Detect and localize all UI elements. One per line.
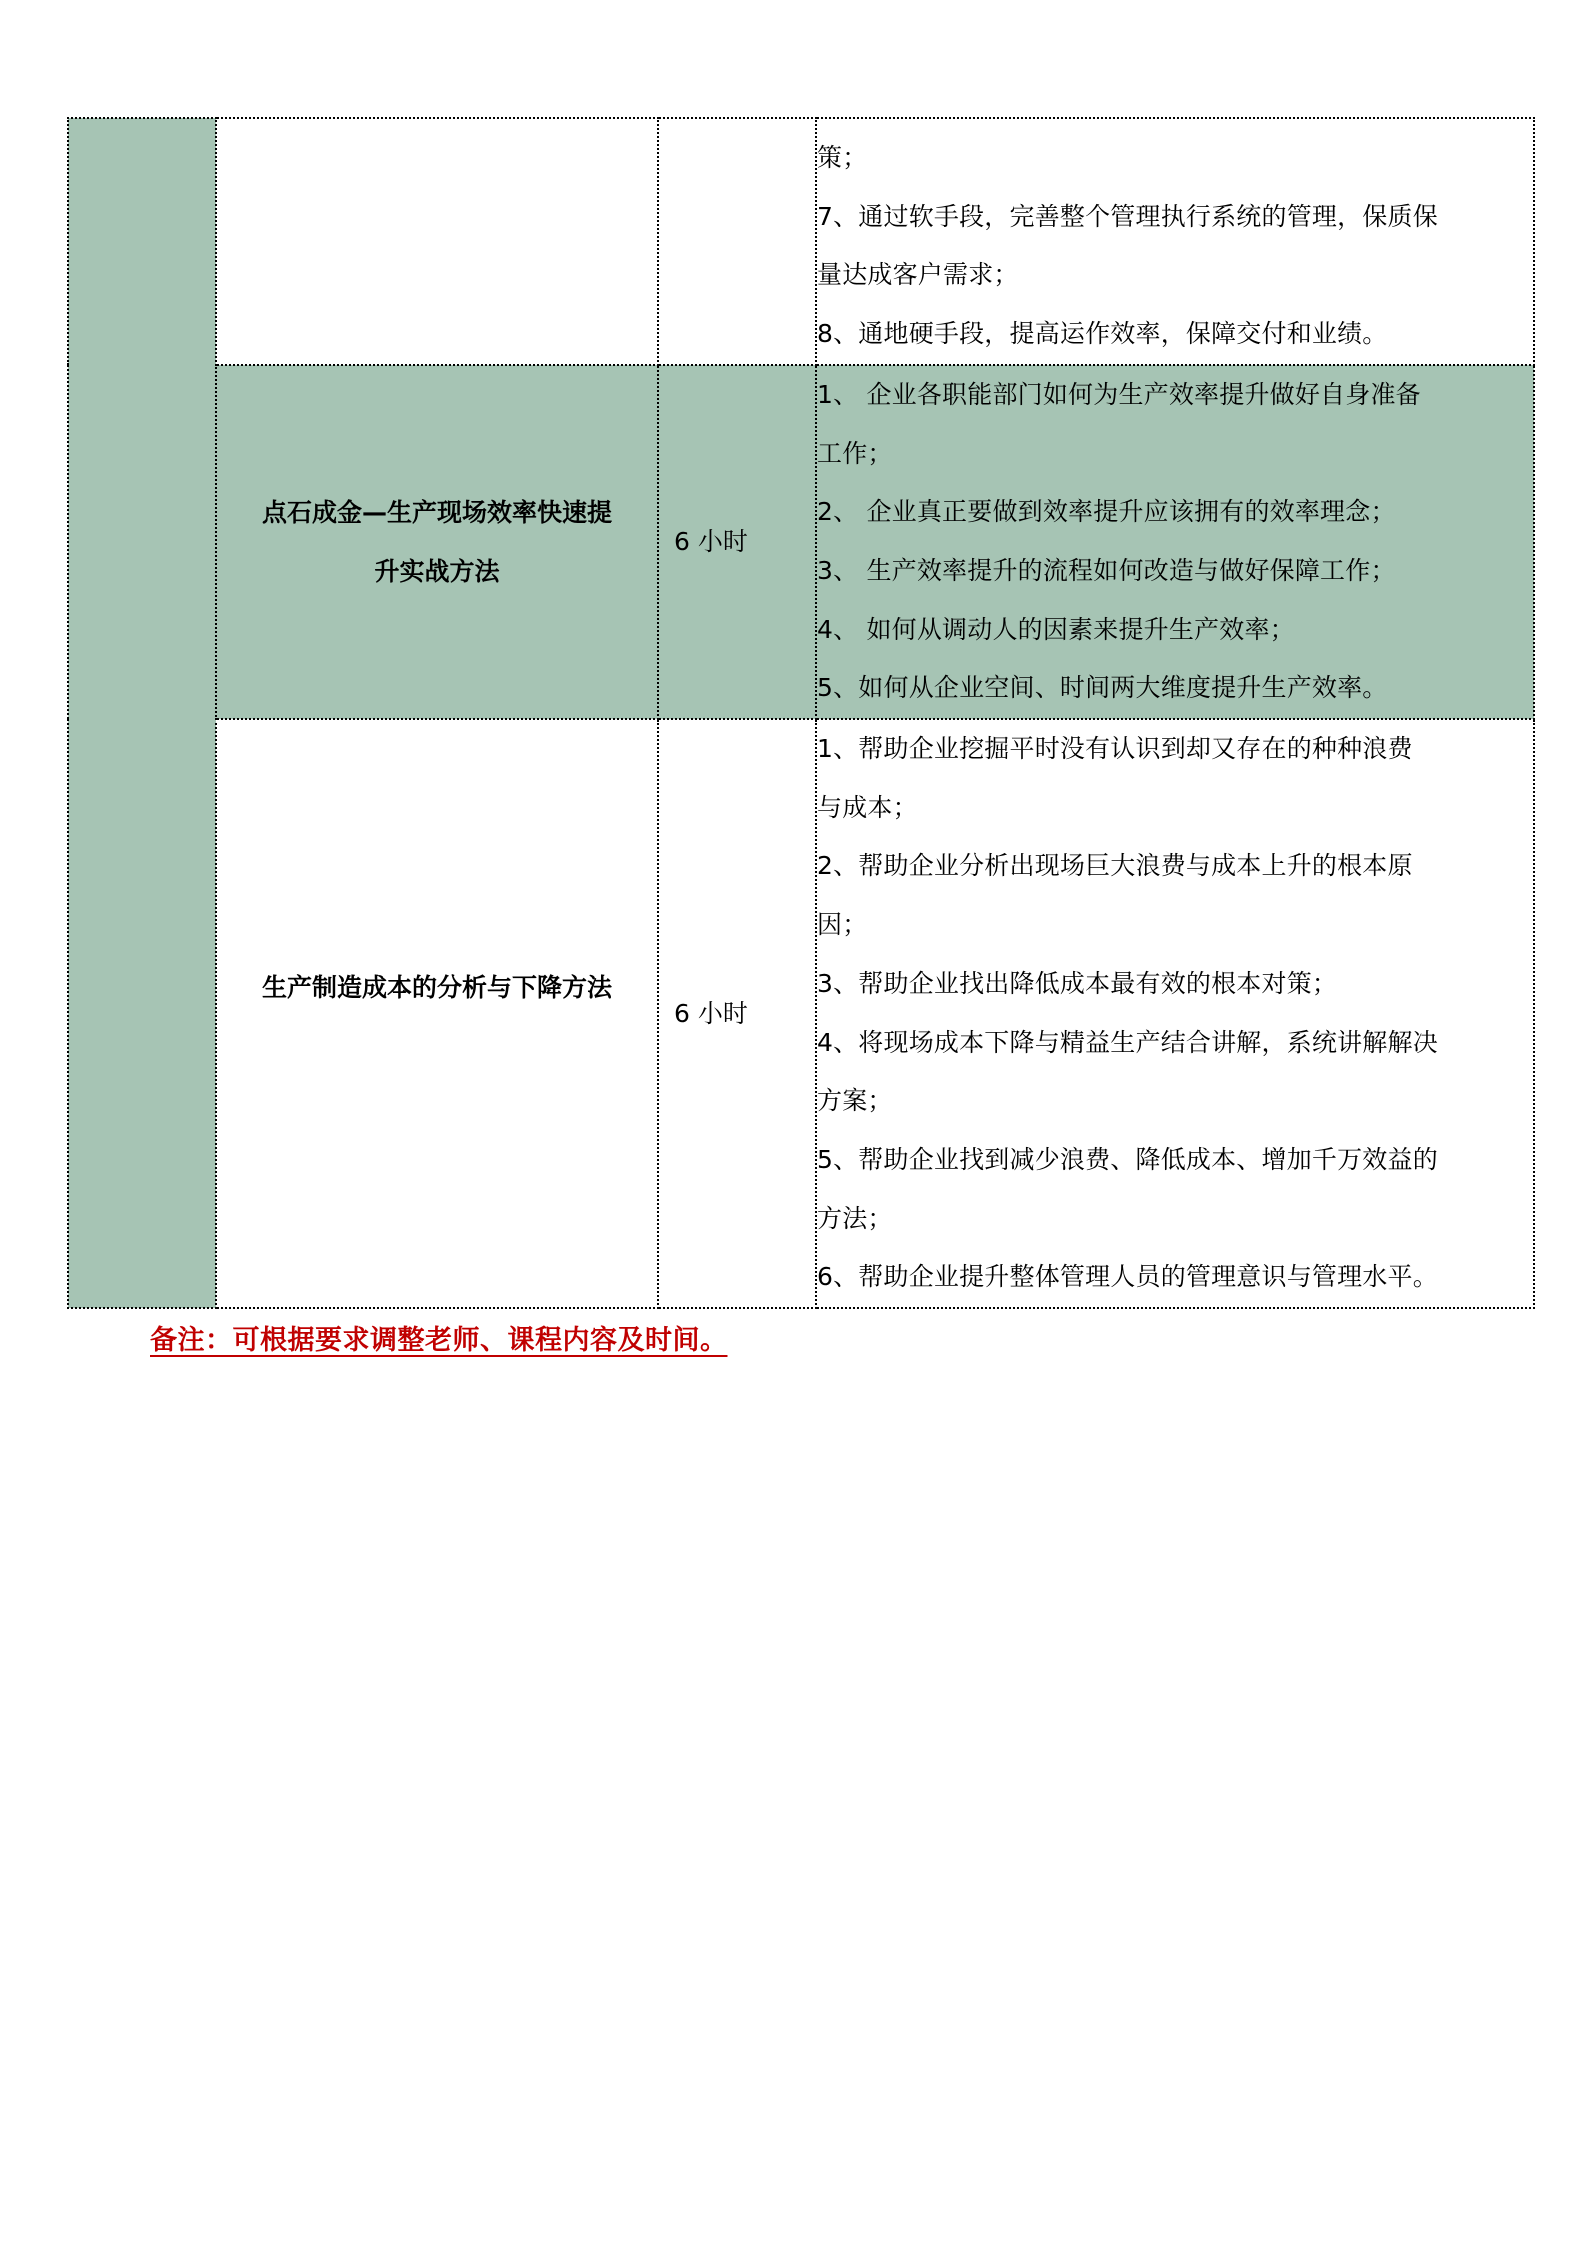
course-table (67, 117, 1535, 1309)
table-row (68, 118, 1534, 365)
course-title-line: 生产制造成本的分析与下降方法 (261, 973, 612, 1003)
course-content-cell (816, 365, 1534, 719)
content-line: 5、如何从企业空间、时间两大维度提升生产效率。 (817, 673, 1388, 703)
content-line: 5、帮助企业找到减少浪费、降低成本、增加千万效益的 (817, 1144, 1438, 1174)
course-hours: 6 小时 (674, 999, 748, 1029)
course-hours: 6 小时 (674, 527, 748, 557)
content-line: 策； (817, 143, 868, 172)
content-line: 方案； (817, 1086, 893, 1116)
course-content-cell (816, 118, 1534, 365)
content-line: 4、 如何从调动人的因素来提升生产效率； (817, 614, 1295, 644)
content-line: 1、帮助企业挖掘平时没有认识到却又存在的种种浪费 (817, 734, 1413, 764)
course-title-line: 点石成金—生产现场效率快速提 (261, 497, 612, 527)
category-cell (68, 118, 216, 1308)
content-line: 3、 生产效率提升的流程如何改造与做好保障工作； (817, 555, 1396, 585)
hours-cell (658, 365, 816, 719)
content-line: 2、 企业真正要做到效率提升应该拥有的效率理念； (817, 497, 1396, 527)
remark-note: 备注：可根据要求调整老师、课程内容及时间。 (150, 1325, 728, 1356)
hours-cell (658, 118, 816, 365)
course-title (217, 958, 657, 1069)
course-title-cell (216, 118, 658, 365)
course-title-cell (216, 365, 658, 719)
content-line: 1、 企业各职能部门如何为生产效率提升做好自身准备 (817, 379, 1421, 409)
content-line: 量达成客户需求； (817, 260, 1019, 290)
course-title-line: 升实战方法 (374, 556, 500, 586)
content-line: 因； (817, 910, 868, 940)
course-content-cell (816, 719, 1534, 1308)
table-row (68, 365, 1534, 719)
course-title (217, 483, 657, 601)
content-line: 2、帮助企业分析出现场巨大浪费与成本上升的根本原 (817, 851, 1413, 881)
content-line: 8、通地硬手段，提高运作效率，保障交付和业绩。 (817, 319, 1388, 349)
hours-cell (658, 719, 816, 1308)
table-row (68, 719, 1534, 1308)
content-line: 工作； (817, 438, 893, 468)
content-line: 方法； (817, 1203, 893, 1233)
content-line: 6、帮助企业提升整体管理人员的管理意识与管理水平。 (817, 1262, 1438, 1292)
content-line: 3、帮助企业找出降低成本最有效的根本对策； (817, 968, 1338, 998)
content-line: 7、通过软手段，完善整个管理执行系统的管理，保质保 (817, 201, 1438, 231)
content-line: 与成本； (817, 792, 918, 822)
content-line: 4、将现场成本下降与精益生产结合讲解，系统讲解解决 (817, 1027, 1438, 1057)
course-title-cell (216, 719, 658, 1308)
